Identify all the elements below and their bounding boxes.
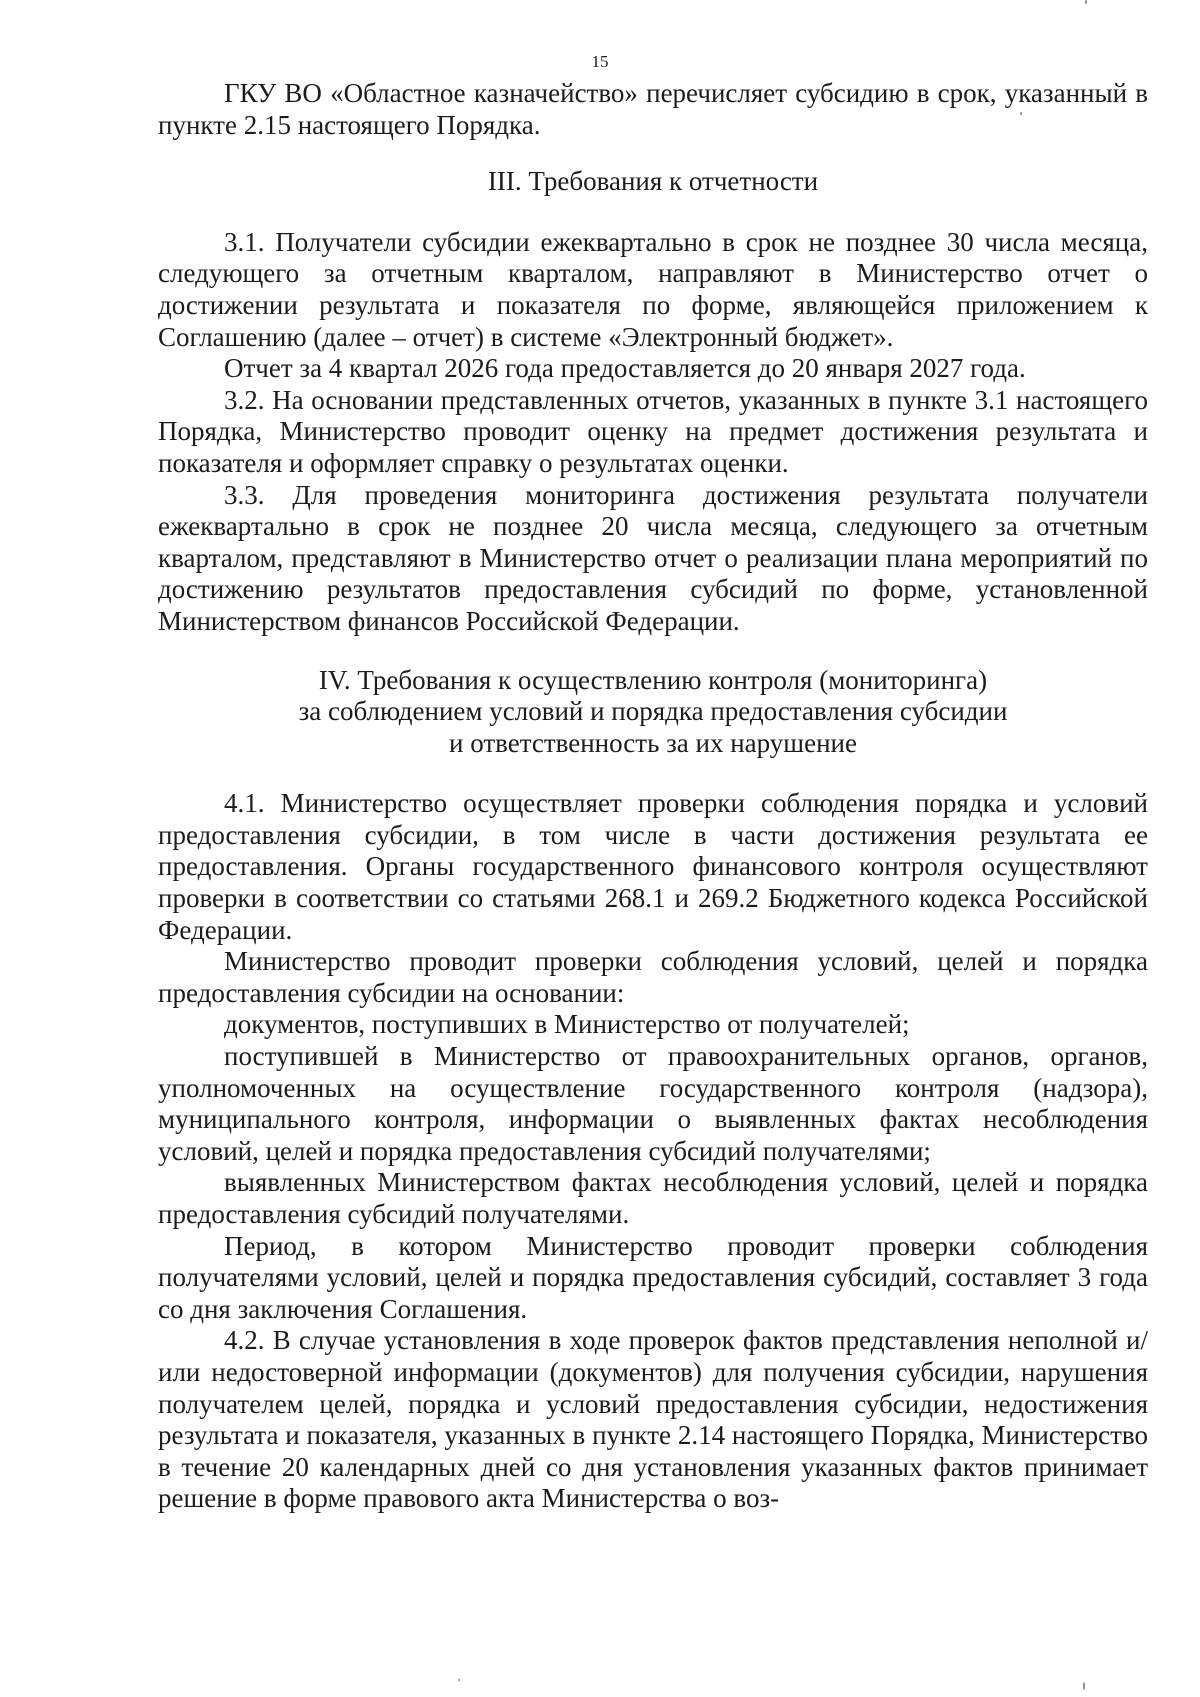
scan-speck <box>1020 112 1022 115</box>
paragraph-4-2: 4.2. В случае установления в ходе проверок фактов представления неполной и/или недостоверной информации (документов) для получения субсидии, нарушения получателем целей, порядка и условий предоставления субсидии, недостижения результата и показателя, указанных в пункте 2.14 настоящего Порядка, Министерство в течение 20 календарных дней со дня установления указанных фактов принимает решение в форме правового акта Министерства о воз- <box>158 1325 1148 1514</box>
spacer <box>158 638 1148 665</box>
section-4-heading <box>158 665 1148 760</box>
document-body <box>158 78 1148 1515</box>
paragraph-4-1: 4.1. Министерство осуществляет проверки соблюдения порядка и условий предоставления субсидии, в том числе в части достижения результата ее предоставления. Органы государственного финансового контроля осуществляют проверки в соответствии со статьями 268.1 и 269.2 Бюджетного кодекса Российской Федерации. <box>158 788 1148 945</box>
paragraph-basis-received-info: поступившей в Министерство от правоохранительных органов, органов, уполномоченных на осуществление государственного контроля (надзора), муниципального контроля, информации о выявленных фактах несоблюдения условий, целей и порядка предоставления субсидий получателями; <box>158 1041 1148 1166</box>
scan-speck <box>458 1679 460 1681</box>
paragraph-3-3: 3.3. Для проведения мониторинга достижения результата получатели ежеквартально в срок не позднее 20 числа месяца, следующего за отчетным кварталом, представляют в Министерство отчет о реализации плана мероприятий по достижению результатов предоставления субсидий по форме, установленной Министерством финансов Российской Федерации. <box>158 479 1148 636</box>
spacer <box>158 198 1148 227</box>
paragraph-basis-identified-facts: выявленных Министерством фактах несоблюдения условий, целей и порядка предоставления субсидий получателями. <box>158 1167 1148 1229</box>
paragraph-q4-report: Отчет за 4 квартал 2026 года предоставляется до 20 января 2027 года. <box>224 353 1026 384</box>
scan-speck <box>1083 1682 1085 1690</box>
intro-paragraph: ГКУ ВО «Областное казначейство» перечисляет субсидию в срок, указанный в пункте 2.15 настоящего Порядка. <box>158 78 1148 140</box>
spacer <box>158 759 1148 788</box>
paragraph-3-2: 3.2. На основании представленных отчетов, указанных в пункте 3.1 настоящего Порядка, Министерство проводит оценку на предмет достижения результата и показателя и оформляет справку о результатах оценки. <box>158 384 1148 478</box>
paragraph-3-1: 3.1. Получатели субсидии ежеквартально в срок не позднее 30 числа месяца, следующего за отчетным кварталом, направляют в Министерство отчет о достижении результата и показателя по форме, являющейся приложением к Соглашению (далее – отчет) в системе «Электронный бюджет». <box>158 226 1148 352</box>
section-4-heading-line: IV. Требования к осуществлению контроля (мониторинга) <box>318 664 988 695</box>
spacer <box>158 141 1148 166</box>
paragraph-inspection-basis: Министерство проводит проверки соблюдения условий, целей и порядка предоставления субсидии на основании: <box>158 946 1148 1008</box>
section-3-heading: III. Требования к отчетности <box>487 166 819 197</box>
page-number: 15 <box>591 52 609 71</box>
paragraph-inspection-period: Период, в котором Министерство проводит проверки соблюдения получателями условий, целей и порядка предоставления субсидий, составляет 3 года со дня заключения Соглашения. <box>158 1230 1148 1324</box>
section-4-heading-line: за соблюдением условий и порядка предоставления субсидии <box>298 696 1008 727</box>
scan-speck <box>1085 0 1087 4</box>
section-4-heading-line: и ответственность за их нарушение <box>449 727 857 758</box>
paragraph-basis-documents: документов, поступивших в Министерство от получателей; <box>224 1009 910 1040</box>
